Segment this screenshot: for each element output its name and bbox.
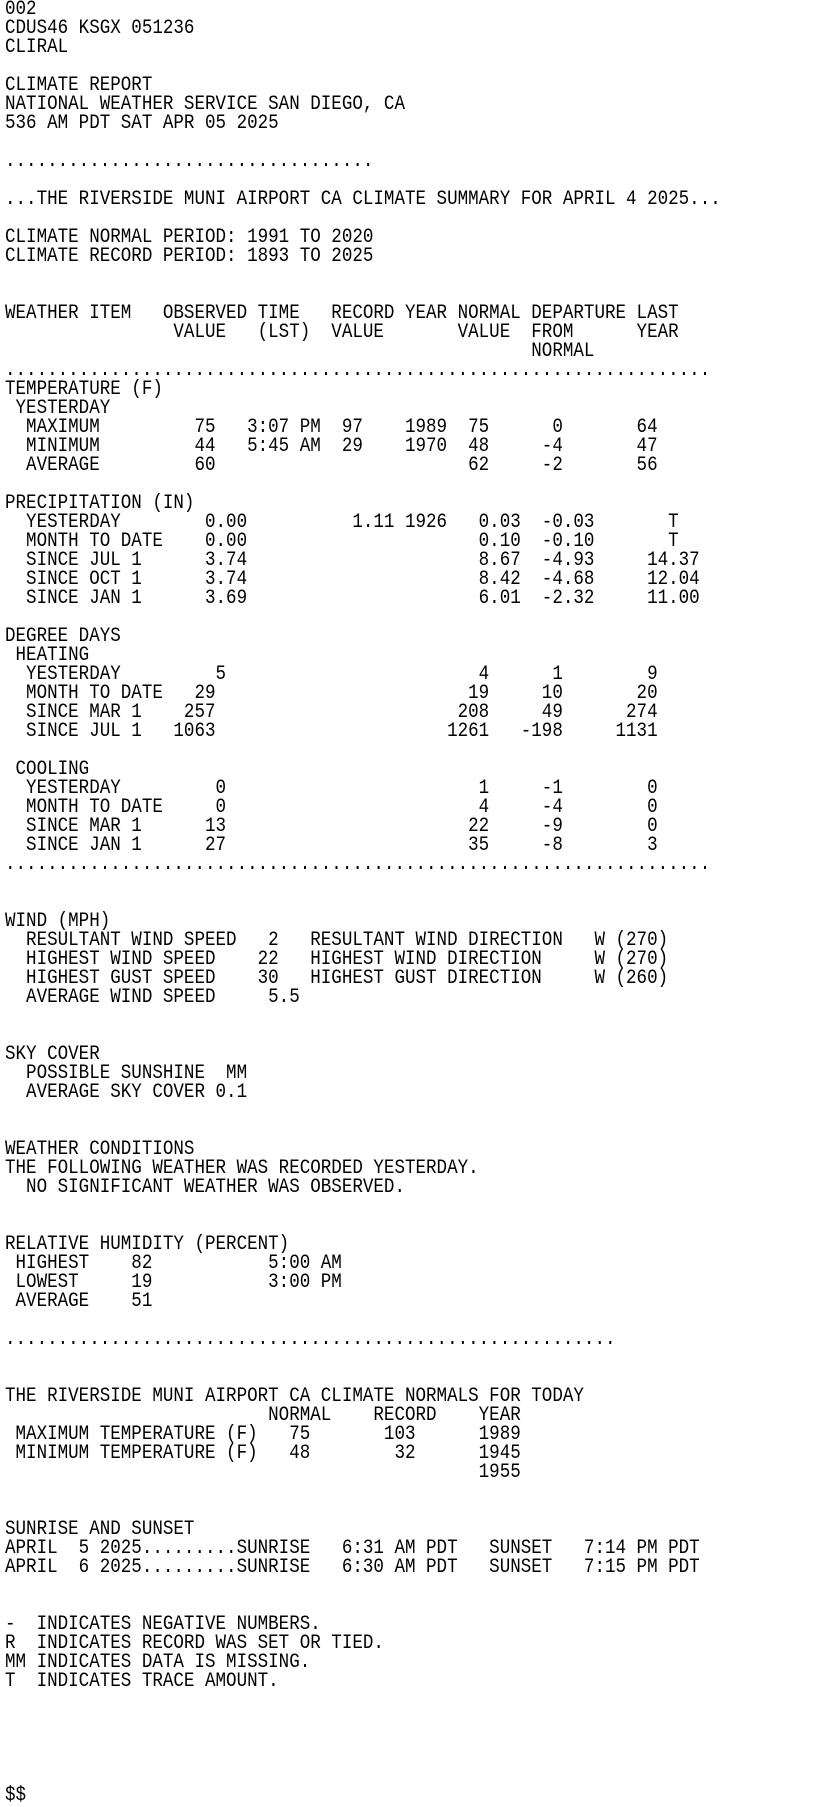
report-line — [5, 741, 717, 760]
report-line: SINCE JUL 1 1063 1261 -198 1131 — [5, 720, 658, 743]
report-line: NORMAL RECORD YEAR — [5, 1404, 521, 1427]
report-line: AVERAGE 60 62 -2 56 — [5, 454, 658, 477]
report-line: HIGHEST WIND SPEED 22 HIGHEST WIND DIRECTION W (270) — [5, 948, 669, 971]
report-line: CDUS46 KSGX 051236 — [5, 17, 195, 40]
report-line: HIGHEST 82 5:00 AM — [5, 1252, 342, 1275]
report-line: SKY COVER — [5, 1043, 100, 1066]
report-line — [5, 1007, 717, 1026]
report-line: AVERAGE SKY COVER 0.1 — [5, 1081, 248, 1104]
report-line: SUNRISE AND SUNSET — [5, 1518, 195, 1541]
report-line — [5, 1767, 717, 1786]
report-line: RESULTANT WIND SPEED 2 RESULTANT WIND DIRECTION W (270) — [5, 929, 669, 952]
report-line: .......................................................... — [5, 1328, 616, 1351]
report-line: APRIL 6 2025.........SUNRISE 6:30 AM PDT SUNSET 7:15 PM PDT — [5, 1556, 700, 1579]
report-line: THE RIVERSIDE MUNI AIRPORT CA CLIMATE NORMALS FOR TODAY — [5, 1385, 584, 1408]
report-line: - INDICATES NEGATIVE NUMBERS. — [5, 1613, 321, 1636]
report-line: MONTH TO DATE 0 4 -4 0 — [5, 796, 658, 819]
report-line — [5, 1748, 717, 1767]
report-line: CLIMATE RECORD PERIOD: 1893 TO 2025 — [5, 245, 374, 268]
report-line: LOWEST 19 3:00 PM — [5, 1271, 342, 1294]
report-line: TEMPERATURE (F) — [5, 378, 163, 401]
report-line: MINIMUM 44 5:45 AM 29 1970 48 -4 47 — [5, 435, 658, 458]
report-line — [5, 1482, 717, 1501]
report-line: SINCE MAR 1 13 22 -9 0 — [5, 815, 658, 838]
report-line: NO SIGNIFICANT WEATHER WAS OBSERVED. — [5, 1176, 405, 1199]
report-line: APRIL 5 2025.........SUNRISE 6:31 AM PDT SUNSET 7:14 PM PDT — [5, 1537, 700, 1560]
report-line: MAXIMUM 75 3:07 PM 97 1989 75 0 64 — [5, 416, 658, 439]
report-line: MINIMUM TEMPERATURE (F) 48 32 1945 — [5, 1442, 521, 1465]
report-line: AVERAGE 51 — [5, 1290, 153, 1313]
report-line: T INDICATES TRACE AMOUNT. — [5, 1670, 279, 1693]
report-line — [5, 893, 717, 912]
report-line: SINCE JAN 1 27 35 -8 3 — [5, 834, 658, 857]
report-line — [5, 1102, 717, 1121]
report-line — [5, 1026, 717, 1045]
report-line: POSSIBLE SUNSHINE MM — [5, 1062, 248, 1085]
report-line: ................................... — [5, 150, 374, 173]
report-line — [5, 1691, 717, 1710]
report-line: ...THE RIVERSIDE MUNI AIRPORT CA CLIMATE SUMMARY FOR APRIL 4 2025... — [5, 188, 721, 211]
report-line: CLIMATE NORMAL PERIOD: 1991 TO 2020 — [5, 226, 374, 249]
report-line: YESTERDAY — [5, 397, 111, 420]
report-line — [5, 266, 717, 285]
report-line: PRECIPITATION (IN) — [5, 492, 195, 515]
report-line: ................................................................... — [5, 359, 711, 382]
report-line: SINCE JUL 1 3.74 8.67 -4.93 14.37 — [5, 549, 700, 572]
report-line — [5, 874, 717, 893]
report-line: HEATING — [5, 644, 90, 667]
report-line — [5, 1729, 717, 1748]
report-line: VALUE (LST) VALUE VALUE FROM YEAR — [5, 321, 679, 344]
report-line: MONTH TO DATE 0.00 0.10 -0.10 T — [5, 530, 679, 553]
report-line: WEATHER CONDITIONS — [5, 1138, 195, 1161]
report-line: WIND (MPH) — [5, 910, 111, 933]
report-line: MONTH TO DATE 29 19 10 20 — [5, 682, 658, 705]
report-line: NATIONAL WEATHER SERVICE SAN DIEGO, CA — [5, 93, 405, 116]
report-line: R INDICATES RECORD WAS SET OR TIED. — [5, 1632, 384, 1655]
report-line: DEGREE DAYS — [5, 625, 121, 648]
report-line — [5, 1349, 717, 1368]
report-line: YESTERDAY 0.00 1.11 1926 0.03 -0.03 T — [5, 511, 679, 534]
report-line: ................................................................... — [5, 853, 711, 876]
report-line: MAXIMUM TEMPERATURE (F) 75 103 1989 — [5, 1423, 521, 1446]
report-line: AVERAGE WIND SPEED 5.5 — [5, 986, 300, 1009]
report-line: SINCE MAR 1 257 208 49 274 — [5, 701, 658, 724]
report-line — [5, 1577, 717, 1596]
report-line: YESTERDAY 0 1 -1 0 — [5, 777, 658, 800]
report-line: COOLING — [5, 758, 90, 781]
report-line: THE FOLLOWING WEATHER WAS RECORDED YESTERDAY. — [5, 1157, 479, 1180]
report-line: SINCE JAN 1 3.69 6.01 -2.32 11.00 — [5, 587, 700, 610]
report-line: 1955 — [5, 1461, 521, 1484]
report-line: $$ — [5, 1784, 27, 1807]
report-line: YESTERDAY 5 4 1 9 — [5, 663, 658, 686]
report-line — [5, 1197, 717, 1216]
report-line: CLIRAL — [5, 36, 69, 59]
report-line: HIGHEST GUST SPEED 30 HIGHEST GUST DIRECTION W (260) — [5, 967, 669, 990]
report-line: 536 AM PDT SAT APR 05 2025 — [5, 112, 279, 135]
report-line — [5, 1710, 717, 1729]
report-line: CLIMATE REPORT — [5, 74, 153, 97]
report-line: 002 — [5, 0, 37, 21]
report-line: NORMAL — [5, 340, 595, 363]
report-line: WEATHER ITEM OBSERVED TIME RECORD YEAR NORMAL DEPARTURE LAST — [5, 302, 679, 325]
report-line: RELATIVE HUMIDITY (PERCENT) — [5, 1233, 290, 1256]
report-line: MM INDICATES DATA IS MISSING. — [5, 1651, 311, 1674]
report-line: SINCE OCT 1 3.74 8.42 -4.68 12.04 — [5, 568, 700, 591]
